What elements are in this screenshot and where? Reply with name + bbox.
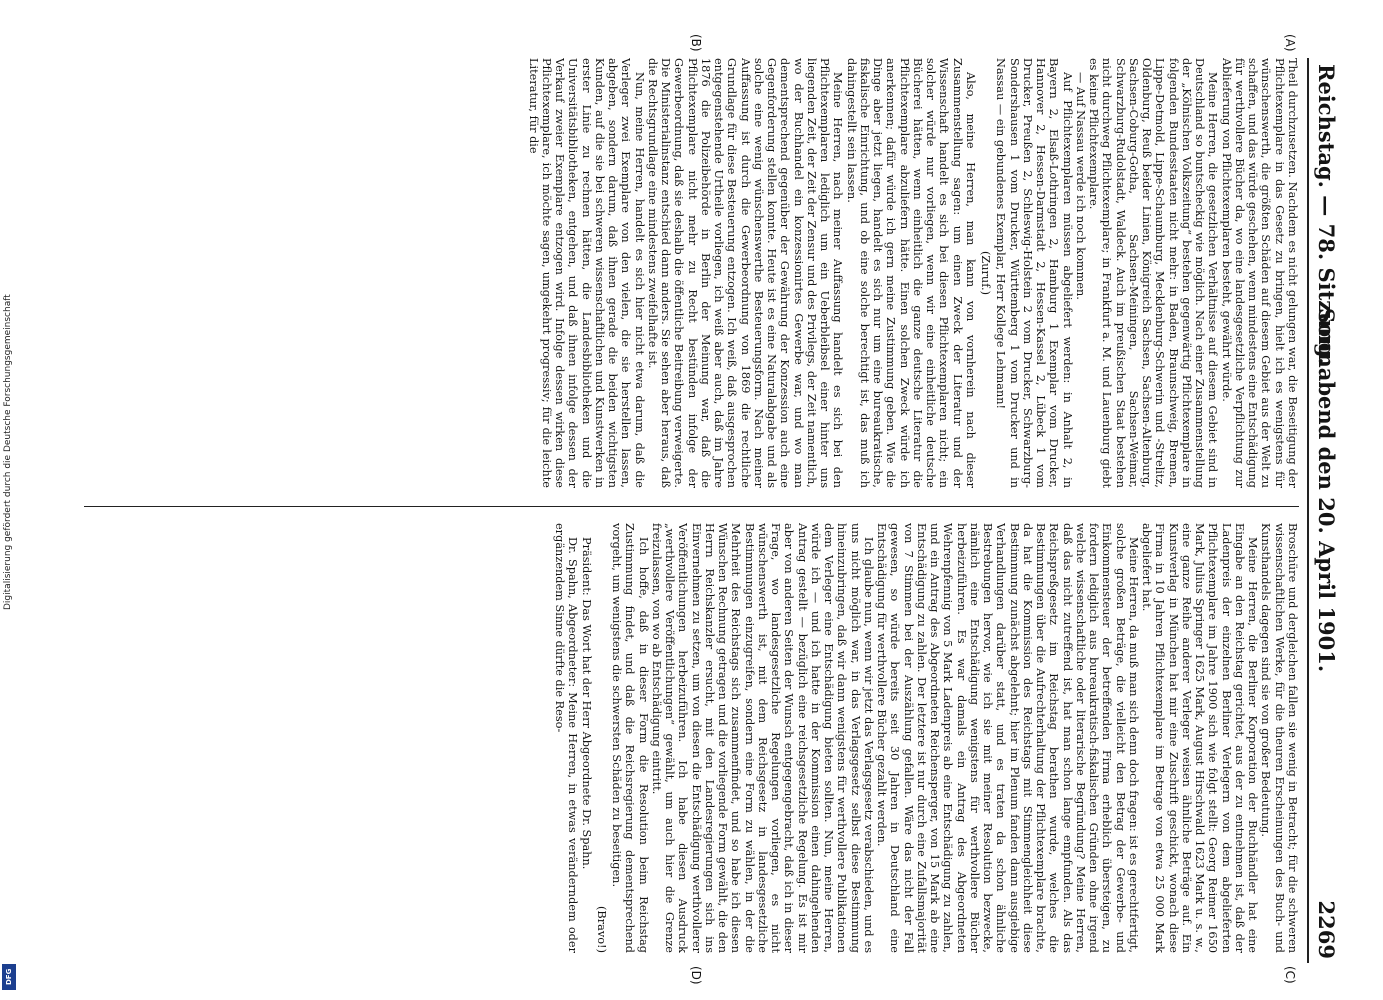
paragraph: Also, meine Herren, man kann von vornherein nach dieser Zusammenstellung sagen: um einen Zweck der Literatur und der Wissenschaft handelt es sich bei diesen Pflichtexemplaren nicht; ein solcher würde nur vorliegen, wenn wir eine einheitliche deutsche Bücherei hätten, wenn einheitlich die ganze deutsche Literatur die Pflichtexemplare abzuliefern hätte. Einen solchen Zweck würde ich anerkennen; dafür würde ich gern meine Zustimmung geben. Wie die Dinge aber jetzt liegen, handelt es sich nur um eine bureaukratische, fiskalische Einrichtung, und ob eine solche berechtigt ist, das muß ich dahingestellt sein lassen. bbox=[844, 58, 977, 488]
paragraph: Ich hoffe, daß in dieser Form die Resolution beim Reichstag Zustimmung findet, und daß die Reichsregierung dementsprechend vorgeht, um wenigstens die schwersten Schäden zu beseitigen. bbox=[610, 523, 650, 953]
paragraph: Meine Herren, nach meiner Auffassung handelt es sich bei den Pflichtexemplaren lediglich um ein Ueberbleibsel einer hinter uns liegenden Zeit, der Zeit der Zensur und des Privilegs, der Zeit namentlich, wo der Buchhandel ein konzessionirtes Gewerbe war, und wo man dementsprechend gegenüber der Gewährung der Konzession auch eine Gegenforderung stellen konnte. Heute ist es eine Naturalabgabe und als solche eine wenig wünschenswerthe Besteuerungsform. Nach meiner Auffassung ist durch die Gewerbeordnung von 1869 die rechtliche Grundlage für diese Besteuerung entzogen. Ich weiß, daß ausgesprochen entgegenstehende Urtheile vorliegen, ich weiß aber auch, daß im Jahre 1876 die Polizeibehörde in Berlin der Meinung war, daß die Pflichtexemplare nicht mehr zu Recht bestünden infolge der Gewerbeordnung, daß sie deshalb die öffentliche Beitreibung verweigerte. Die Ministerialinstanz entschied dann anders. Sie sehen aber heraus, daß die Rechtsgrundlage eine mindestens zweifelhafte ist. bbox=[646, 58, 845, 488]
right-column bbox=[84, 523, 1299, 953]
speaker-speech: Dr. Spahn, Abgeordneter: Meine Herren, in etwas veränderndem oder ergänzendem Sinne dürfte die Reso- bbox=[553, 523, 580, 953]
margin-marker-a: (A) bbox=[1283, 34, 1297, 52]
left-column bbox=[84, 58, 1299, 488]
dfg-logo: DFG bbox=[2, 964, 16, 990]
paragraph: Theil durchzusetzen. Nachdem es nicht gelungen war, die Beseitigung der Pflichtexemplare in das Gesetz zu bringen, hielt ich es wenigstens für wünschenswerth, die größten Schäden auf diesem Gebiet aus der Welt zu schaffen, und das würde geschehen, wenn mindestens eine Entschädigung für werthvollere Bücher da, wo eine landesgesetzliche Verpflichtung zur Ablieferung von Pflichtexemplaren besteht, gewährt würde. bbox=[1219, 58, 1299, 488]
margin-marker-b: (B) bbox=[689, 34, 703, 52]
paragraph: Broschüre und dergleichen fallen sie wenig in Betracht; für die schweren wissenschaftlichen Werke, für die theuren Erscheinungen des Buch- und Kunsthandels dagegen sind sie von großer Bedeutung. bbox=[1259, 523, 1299, 953]
margin-marker-d: (D) bbox=[689, 966, 703, 985]
page-frame bbox=[83, 34, 1343, 985]
header-date: Sonnabend den 20. April 1901. bbox=[1314, 308, 1339, 673]
footer-text: Digitalisierung gefördert durch die Deutsche Forschungsgemeinschaft bbox=[3, 294, 13, 610]
paragraph: Auf Pflichtexemplaren müssen abgeliefert werden: in Anhalt 2, in Bayern 2, Elsaß-Lothringen 2, Hamburg 1 Exemplar vom Drucker, Hannover 2, Hessen-Darmstadt 2, Hessen-Kassel 2, Lübeck 1 vom Drucker, Preußen 2, Schleswig-Holstein 2 vom Drucker, Schwarzburg-Sondershausen 1 vom Drucker, Württemberg 1 vom Drucker und in Nassau — ein gebundenes Exemplar, Herr Kollege Lehmann! bbox=[994, 58, 1074, 488]
president-speech: Präsident: Das Wort hat der Herr Abgeordnete Dr. Spahn. bbox=[579, 537, 593, 870]
paragraph: Meine Herren, da muß man sich denn doch fragen: ist es gerechtfertigt, solche großen Beträge, die vielleicht den Betrag der Gewerbe- und Einkommensteuer der betreffenden Firma erheblich übersteigen, zu fordern lediglich aus bureaukratisch-fiskalischen Gründen ohne irgend welche wissenschaftliche oder literarische Begründung? Meine Herren, daß das nicht zutreffend ist, hat man schon lange empfunden. Als das Reichspreßgesetz im Reichstag berathen wurde, welches die Bestimmungen über die Aufrechterhaltung der Pflichtexemplare brachte, da hat die Kommission des Reichstags mit Stimmengleichheit diese Bestimmung zunächst abgelehnt; hier im Plenum fanden dann ausgiebige Verhandlungen darüber statt, und es traten da schon ähnliche Bestrebungen hervor, wie ich sie mit meiner Resolution bezwecke, nämlich eine Entschädigung wenigstens für werthvollere Bücher herbeizuführen. Es war damals ein Antrag des Abgeordneten Wehrenpfennig von 5 Mark Ladenpreis ab eine Entschädigung zu zahlen, und ein Antrag des Abgeordneten Reichensperger, von 15 Mark ab eine Entschädigung zu zahlen. Der letztere ist nur durch eine Zufallsmajorität von 7 Stimmen bei der Auszählung gefallen. Wäre das nicht der Fall gewesen, so würde bereits seit 30 Jahren in Deutschland eine Entschädigung für werthvollere Bücher gezahlt werden. bbox=[875, 523, 1140, 953]
applause-note: (Bravo!) bbox=[595, 906, 608, 953]
paragraph: Meine Herren, die Berliner Korporation der Buchhändler hat eine Eingabe an den Reichstag gerichtet, aus der zu entnehmen ist, daß der Ladenpreis der einzelnen Berliner Verlegern von dem abgelieferten Pflichtexemplare im Jahre 1900 sich wie folgt stellt: Georg Reimer 1650 Mark, Julius Springer 1625 Mark, August Hirschwald 1623 Mark u. s. w., eine ganze Reihe anderer Verleger weisen ähnliche Beträge auf. Ein Kunstverlag in München hat mir eine Zuschrift geschickt, wonach diese Firma in 10 Jahren Pflichtexemplare im Betrage von etwa 25 000 Mark abgeliefert hat. bbox=[1140, 523, 1260, 953]
interjection: (Zuruf.) bbox=[979, 251, 993, 295]
page-header bbox=[1307, 58, 1343, 963]
column-divider bbox=[84, 506, 1299, 507]
page-number: 2269 bbox=[1314, 900, 1339, 959]
paragraph: Ich glaube nun, wenn wir jetzt das Verlagsgesetz verabschieden, und es uns nicht möglich war, in das Verlagsgesetz selbst diese Bestimmung hineinzubringen, daß wir dann wenigstens für werthvollere Publikationen dem Verleger eine Entschädigung bieten sollten. Nun, meine Herren, würde ich — und ich hatte in der Kommission einen dahingehenden Antrag gestellt — bezüglich eine reichsgesetzliche Regelung. Es ist mir aber von anderen Seiten der Wunsch entgegengebracht, daß ich in dieser Frage, wo landesgesetzliche Regelungen vorliegen, es nicht wünschenswerth ist, mit dem Reichsgesetz in landesgesetzliche Bestimmungen einzugreifen, sondern eine Form zu wählen, in der die Mehrheit des Reichstags sich zusammenfindet, und so habe ich diesen Wünschen Rechnung getragen und die vorliegende Form gewählt, die den Herrn Reichskanzler ersucht, mit den Landesregierungen sich ins Einvernehmen zu setzen, um von diesen die Entschädigung werthvollerer Veröffentlichungen herbeizuführen. Ich habe diesen Ausdruck „werthvollere Veröffentlichungen“ gewählt, um auch hier die Grenze freizulassen, von wo ab Entschädigung eintritt. bbox=[650, 523, 875, 953]
paragraph: Nun, meine Herren, handelt es sich hier nicht etwa darum, daß die Verleger zwei Exemplare von den vielen, die sie herstellen lassen, abgeben, sondern darum, daß ihnen gerade die beiden wichtigsten Kunden, auf die sie bei schweren wissenschaftlichen und Kunstwerken in erster Linie zu rechnen hätten, die Landesbibliotheken und die Universitätsbibliotheken, entgehen, und daß ihnen infolge dessen der Verkauf zweier Exemplare entzogen wird. Infolge dessen wirken diese Pflichtexemplare, ich möchte sagen, umgekehrt progressiv; für die leichte Literatur, für die bbox=[526, 58, 646, 488]
digitization-footer bbox=[0, 0, 18, 1000]
margin-marker-c: (C) bbox=[1283, 966, 1297, 984]
header-session: Reichstag. — 78. Sitzung. bbox=[1314, 64, 1339, 365]
paragraph: — Auf Nassau werde ich noch kommen. bbox=[1074, 72, 1087, 300]
paragraph: Meine Herren, die gesetzlichen Verhältnisse auf diesem Gebiet sind in Deutschland so buntscheckig wie möglich. Nach einer Zusammenstellung der „Kölnischen Volkszeitung“ bestehen gegenwärtig Pflichtexemplare in folgenden Bundesstaaten nicht mehr: in Baden, Braunschweig, Bremen, Lippe-Detmold, Lippe-Schaumburg, Mecklenburg-Schwerin und -Strelitz, Oldenburg, Reuß beider Linien, Königreich Sachsen, Sachsen-Altenburg, Sachsen-Coburg-Gotha, Sachsen-Meiningen, Sachsen-Weimar, Schwarzburg-Rudolstadt, Waldeck. Auch im preußischen Staat bestehen nicht durchweg Pflichtexemplare; in Frankfurt a. M. und Lauenburg giebt es keine Pflichtexemplare. bbox=[1087, 58, 1220, 488]
